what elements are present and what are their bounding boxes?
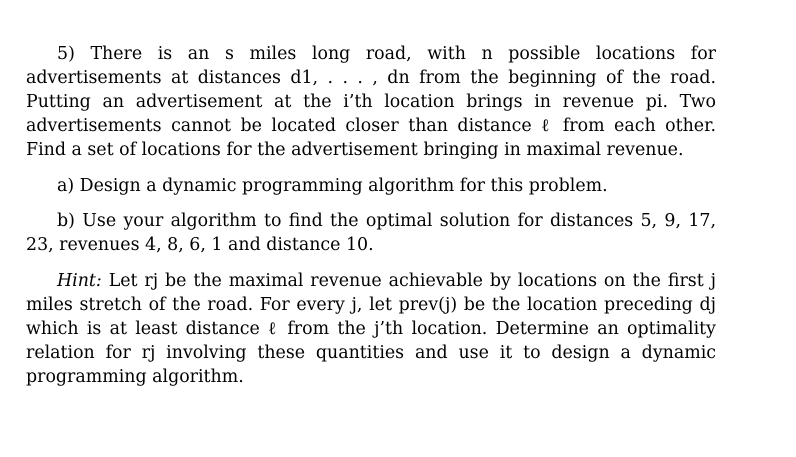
part-b: b) Use your algorithm to find the optimal solution for distances 5, 9, 17, 23, revenues 4, 8, 6, 1 and distance 10. [26, 211, 716, 255]
part-a: a) Design a dynamic programming algorithm for this problem. [57, 176, 608, 196]
hint-label: Hint: [57, 271, 102, 291]
hint-text: Let rj be the maximal revenue achievable by locations on the first j miles stretch of the road. For every j, let prev(j) be the location preceding dj which is at least distance ℓ from the j’th location. Determine an optimality relation for rj involving these quantities and use it to design a dynamic programming algorithm. [26, 271, 716, 387]
hint-paragraph [26, 269, 716, 389]
problem-document [26, 42, 716, 389]
problem-statement: 5) There is an s miles long road, with n possible locations for advertisements at distances d1, . . . , dn from the beginning of the road. Putting an advertisement at the i’th location brings in revenue pi. Two advertisements cannot be located closer than distance ℓ from each other. Find a set of locations for the advertisement bringing in maximal revenue. [26, 44, 716, 160]
